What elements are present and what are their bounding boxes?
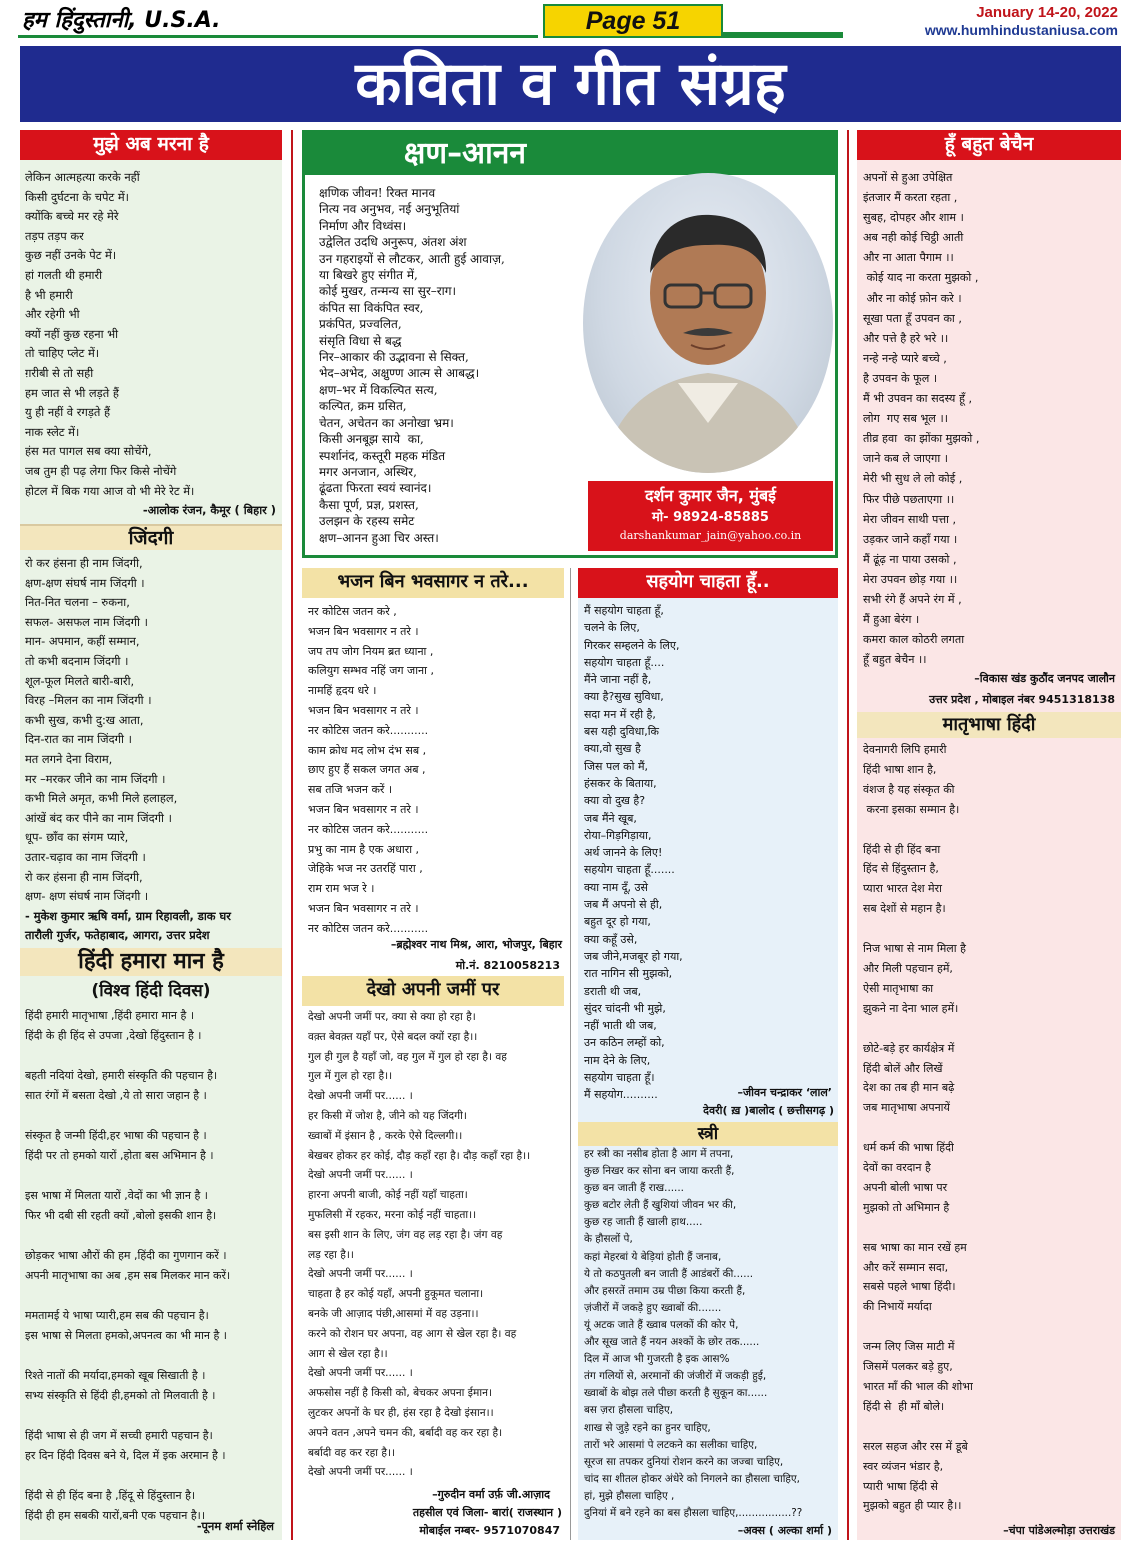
poem-title: मातृभाषा हिंदी	[857, 712, 1121, 738]
poem-title: मुझे अब मरना है	[20, 130, 282, 160]
poem-title: स्त्री	[578, 1122, 838, 1146]
masthead-divider	[723, 32, 843, 38]
poem-author: -आलोक रंजन, कैमूर ( बिहार )	[142, 503, 276, 517]
poem-body: अपनों से हुआ उपेक्षित इंतजार मैं करता रहता , सुबह, दोपहर और शाम । अब नही कोई चिट्ठी आती और ना आता पैगाम ।। कोई याद ना करता मुझको , और ना कोई फ़ोन करे । सूखा पता हूँ उपवन का , और पत्ते है हरे भरे ।। नन्हे नन्हे प्यारे बच्चे , है उपवन के फूल । मैं भी उपवन का सदस्य हूँ , लोग गए सब भूल ।। तीव्र हवा का झोंका मुझको , जाने कब ले जाएगा । मेरी भी सुध ले लो कोई , फिर पीछे पछताएगा ।। मेरा जीवन साथी पत्ता , उड़कर जाने कहाँ गया । मैं ढूंढ़ ना पाया उसको , मेरा उपवन छोड़ गया ।। सभी रंगे हैं अपने रंग में , मैं हुआ बेरंग । कमरा काल कोठरी लगता हूँ बहुत बेचैन ।।	[863, 171, 980, 667]
masthead	[18, 4, 1118, 40]
poem-body: नर कोटिस जतन करे , भजन बिन भवसागर न तरे । जप तप जोग नियम ब्रत ध्याना , कलियुग सम्भव नहिं जग जाना , नामहिं हृदय धरे । भजन बिन भवसागर न तरे । नर कोटिस जतन करे........... काम क्रोध मद लोभ दंभ सब , छाए हुए हैं सकल जगत अब , सब तजि भजन करें । भजन बिन भवसागर न तरे । नर कोटिस जतन करे........... प्रभु का नाम है एक अधारा , जेहिके भज नर उतरहिं पारा , राम राम भज रे । भजन बिन भवसागर न तरे । नर कोटिस जतन करे...........	[308, 605, 435, 935]
poem-body: देवनागरी लिपि हमारी हिंदी भाषा शान है, वंशज है यह संस्कृत की करना इसका सम्मान है। हिंदी से ही हिंद बना हिंद से हिंदुस्तान है, प्यारा भारत देश मेरा सब देशों से महान है। निज भाषा से नाम मिला है और मिली पहचान हमें, ऐसी मातृभाषा का झुकने ना देना भाल हमें। छोटे-बड़े हर कार्यक्षेत्र में हिंदी बोलें और लिखें देश का तब ही मान बढ़े जब मातृभाषा अपनायें धर्म कर्म की भाषा हिंदी देवों का वरदान है अपनी बोली भाषा पर मुझको तो अभिमान है सब भाषा का मान रखें हम और करें सम्मान सदा, सबसे पहले भाषा हिंदी। की निभायें मर्यादा जन्म लिए जिस माटी में जिसमें पलकर बड़े हुए, भारत माँ की भाल की शोभा हिंदी से ही माँ बोले। सरल सहज और रस में डूबे स्वर व्यंजन भंडार है, प्यारी भाषा हिंदी से मुझको बहुत ही प्यार है।।	[863, 743, 973, 1513]
poem-body: हिंदी हमारी मातृभाषा ,हिंदी हमारा मान है । हिंदी के ही हिंद से उपजा ,देखो हिंदुस्तान है । बहती नदियां देखो, हमारी संस्कृति की पहचान है। सात रंगों में बसता देखो ,ये तो सारा जहान है । संस्कृत है जन्मी हिंदी,हर भाषा की पहचान है । हिंदी पर तो हमको यारों ,होता बस अभिमान है । इस भाषा में मिलता यारों ,वेदों का भी ज्ञान है । फिर भी दबी सी रहती क्यों ,बोलो इसकी शान है। छोड़कर भाषा औरों की हम ,हिंदी का गुणगान करें । अपनी मातृभाषा का अब ,हम सब मिलकर मान करें। ममतामई ये भाषा प्यारी,हम सब की पहचान है। इस भाषा से मिलता हमको,अपनत्व का भी मान है । रिश्ते नातों की मर्यादा,हमको खूब सिखाती है । सभ्य संस्कृति से हिंदी ही,हमको तो मिलवाती है । हिंदी भाषा से ही जग में सच्ची हमारी पहचान है। हर दिन हिंदी दिवस बने ये, दिल में इक अरमान है । हिंदी से ही हिंद बना है ,हिंदू से हिंदुस्तान है। हिंदी ही हम सबकी यारों,बनी एक पहचान है।।	[25, 1009, 231, 1522]
poem-author-mobile: मो.नं. 8210058213	[455, 959, 560, 972]
poem-title: हिंदी हमारा मान है	[20, 948, 282, 976]
poem-body: देखो अपनी जमीं पर, क्या से क्या हो रहा है। वक़्त बेवक़्त यहाँ पर, ऐसे बदल क्यों रहा है।। गुल ही गुल है यहाँ जो, वह गुल में गुल हो रहा है। वह गुल में गुल हो रहा है।। देखो अपनी जमीं पर...... । हर किसी में जोश है, जीने को यह जिंदगी। ख्वाबों में इंसान है , करके ऐसे दिल्लगी।। बेखबर होकर हर कोई, दौड़ कहाँ रहा है। दौड़ कहाँ रहा है।। देखो अपनी जमीं पर...... । हारना अपनी बाजी, कोई नहीं यहाँ चाहता। मुफलिसी में रहकर, मरना कोई नहीं चाहता।। बस इसी शान के लिए, जंग वह लड़ रहा है। जंग वह लड़ रहा है।। देखो अपनी जमीं पर...... । चाहता है हर कोई यहाँ, अपनी हुकूमत चलाना। बनके जी आज़ाद पंछी,आसमां में वह उड़ना।। करने को रोशन घर अपना, वह आग से खेल रहा है। वह आग से खेल रहा है।। देखो अपनी जमीं पर...... । अफसोस नहीं है किसी को, बेचकर अपना ईमान। लुटकर अपनों के घर ही, हंस रहा है देखो इंसान।। अपने वतन ,अपने चमन की, बर्बादी वह कर रहा है। बर्बादी वह कर रहा है।। देखो अपनी जमीं पर...... ।	[308, 1011, 531, 1479]
poem-title: सहयोग चाहता हूँ..	[578, 568, 838, 598]
issue-date: January 14-20, 2022	[976, 4, 1118, 21]
section-banner: कविता व गीत संग्रह	[20, 46, 1121, 122]
poem-subtitle: (विश्व हिंदी दिवस)	[91, 981, 211, 1001]
poem-author: -पूनम शर्मा स्नेहिल	[196, 1519, 274, 1533]
portrait-illustration	[583, 173, 833, 473]
author-mobile: मो- 98924-85885	[652, 510, 769, 525]
poem-body: रो कर हंसना ही नाम जिंदगी, क्षण-क्षण संघर्ष नाम जिंदगी । नित-नित चलना – रुकना, सफल- असफल नाम जिंदगी । मान- अपमान, कहीं सम्मान, तो कभी बदनाम जिंदगी । शूल-फूल मिलते बारी-बारी, विरह –मिलन का नाम जिंदगी । कभी सुख, कभी दु:ख आता, दिन-रात का नाम जिंदगी । मत लगने देना विराम, मर –मरकर जीने का नाम जिंदगी । कभी मिले अमृत, कभी मिले हलाहल, आंखें बंद कर पीने का नाम जिंदगी । धूप- छाँव का संगम प्यारे, उतार-चढ़ाव का नाम जिंदगी । रो कर हंसना ही नाम जिंदगी, क्षण- क्षण संघर्ष नाम जिंदगी ।	[25, 556, 178, 904]
right-column	[857, 130, 1121, 1540]
center-right-column	[578, 568, 838, 1540]
featured-poem-box	[302, 130, 838, 558]
poem-body: मैं सहयोग चाहता हूँ, चलने के लिए, गिरकर सम्हलने के लिए, सहयोग चाहता हूँ.... मैंने जाना नहीं है, क्या है?सुख सुविधा, सदा मन में रही है, बस यही दुविधा,कि क्या,वो सुख है जिस पल को मैं, हंसकर के बिताया, क्या वो दुख है? जब मैंने खूब, रोया–गिड़गिड़ाया, अर्थ जानने के लिए! सहयोग चाहता हूँ....... क्या नाम दूँ, उसे जब मैं अपनो से ही, बहुत दूर हो गया, क्या कहूँ उसे, जब जीने,मजबूर हो गया, रात नागिन सी मुझको, डराती थी जब, सुंदर चांदनी भी मुझे, नहीं भाती थी जब, उन कठिन लम्हों को, नाम देने के लिए, सहयोग चाहता हूँ। मैं सहयोग..........	[584, 604, 683, 1102]
poem-author: तारौली गुर्जर, फतेहाबाद, आगरा, उत्तर प्रदेश	[25, 928, 210, 942]
poem-title: भजन बिन भवसागर न तरे...	[302, 568, 564, 598]
poem-author: उत्तर प्रदेश , मोबाइल नंबर 9451318138	[929, 693, 1115, 706]
poem-author: –अक्स ( अल्का शर्मा )	[737, 1524, 832, 1537]
poem-author: –चंपा पांडेअल्मोड़ा उत्तराखंड	[1003, 1524, 1115, 1537]
poem-author: तहसील एवं जिला- बारां( राजस्थान )	[412, 1506, 562, 1519]
poem-author-mobile: मोबाईल नम्बर- 9571070847	[419, 1524, 560, 1537]
poem-title: जिंदगी	[20, 526, 282, 550]
author-photo	[583, 173, 833, 473]
poem-author: देवरी( ख़ )बालोद ( छत्तीसगढ़ )	[703, 1104, 834, 1117]
website-link[interactable]: www.humhindustaniusa.com	[924, 22, 1118, 38]
left-column	[20, 130, 282, 1540]
poem-body: क्षणिक जीवन! रिक्त मानव नित्य नव अनुभव, नई अनुभूतियां निर्माण और विध्वंस। उद्वेलित उदधि अनुरूप, अंतश अंश उन गहराइयों से लौटकर, आती हुई आवाज़, या बिखरे हुए संगीत में, कोई मुखर, तन्मन्य सा सुर–राग। कंपित सा विकंपित स्वर, प्रकंपित, प्रज्वलित, संसृति विधा से बद्ध निर–आकार की उद्भावना से सिक्त, भेद–अभेद, अक्षुण्ण आत्म से आबद्ध। क्षण–भर में विकल्पित सत्य, कल्पित, क्रम ग्रसित, चेतन, अचेतन का अनोखा भ्रम। किसी अनबूझ साये का, स्पर्शानंद, कस्तूरी महक मंडित मगर अनजान, अस्थिर, ढूंढता फिरता स्वयं स्वानंद। कैसा पूर्ण, प्रज्ञ, प्रशस्त, उलझन के रहस्य समेट क्षण–आनन हुआ चिर अस्त।	[319, 186, 505, 545]
page-number: Page 51	[543, 4, 723, 38]
center-left-column	[302, 568, 564, 1540]
poem-author: –ब्रह्मेश्वर नाथ मिश्र, आरा, भोजपुर, बिहार	[390, 938, 562, 951]
poem-title: देखो अपनी जमीं पर	[302, 976, 564, 1006]
poem-author: –विकास खंड कुठौंद जनपद जालौन	[974, 672, 1115, 685]
poem-title: क्षण–आनन	[305, 133, 625, 175]
column-rule	[291, 130, 293, 1540]
poem-author: –जीवन चन्द्राकर ‘लाल’	[737, 1086, 832, 1099]
poem-body: हर स्त्री का नसीब होता है आग में तपना, कुछ निखर कर सोना बन जाया करती हैं, कुछ बन जाती हैं राख...... कुछ बटोर लेती हैं खुशियां जीवन भर की, कुछ रह जाती हैं खाली हाथ..... के हौसलों पे, कहां मेहरबां ये बेड़ियां होती हैं जनाब, ये तो कठपुतली बन जाती हैं आडंबरों की...... और हसरतें तमाम उम्र पीछा किया करती हैं, ज़ंजीरों में जकड़े हुए ख्वाबों की....... यूं अटक जाते हैं ख्वाब पलकों की कोर पे, और सूख जाते हैं नयन अश्कों के छोर तक...... दिल में आज भी गुजरती है इक आस% तंग गलियों से, अरमानों की जंजीरों में जकड़ी हुई, ख्वाबों के बोझ तले पीछा करती है सुकून का...... बस ज़रा हौसला चाहिए, शाख से जुड़े रहने का हुनर चाहिए, तारों भरे आसमां पे लटकने का सलीका चाहिए, सूरज सा तपकर दुनियां रोशन करने का जज्बा चाहिए, चांद सा शीतल होकर अंधेरे को निगलने का हौसला चाहिए, हां, मुझे हौसला चाहिए , दुनियां में बने रहने का बस हौसला चाहिए,................??	[584, 1148, 803, 1519]
poem-title: हूँ बहुत बेचैन	[857, 130, 1121, 160]
poem-author: –गुरुदीन वर्मा उर्फ़ जी.आज़ाद	[432, 1488, 550, 1501]
poem-body: लेकिन आत्महत्या करके नहीं किसी दुर्घटना के चपेट में। क्योंकि बच्चे मर रहे मेरे तड़प तड़प कर कुछ नहीं उनके पेट में। हां गलती थी हमारी है भी हमारी और रहेगी भी क्यों नहीं कुछ रहना भी तो चाहिए प्लेट में। ग़रीबी से तो सही हम जात से भी लड़ते हैं यु ही नहीं वे रगड़ते हैं नाक स्लेट में। हंस मत पागल सब क्या सोचेंगे, जब तुम ही पढ़ लेगा फिर किसे नोचेंगे होटल में बिक गया आज वो भी मेरे रेट में।	[25, 170, 195, 498]
author-email[interactable]: darshankumar_jain@yahoo.co.in	[619, 529, 802, 542]
newspaper-brand: हम हिंदुस्तानी, U.S.A.	[18, 4, 538, 38]
author-name: दर्शन कुमार जैन, मुंबई	[645, 486, 776, 505]
author-nameplate	[588, 481, 833, 551]
column-rule	[847, 130, 849, 1540]
poem-author: - मुकेश कुमार ऋषि वर्मा, ग्राम रिहावली, डाक घर	[25, 909, 231, 923]
